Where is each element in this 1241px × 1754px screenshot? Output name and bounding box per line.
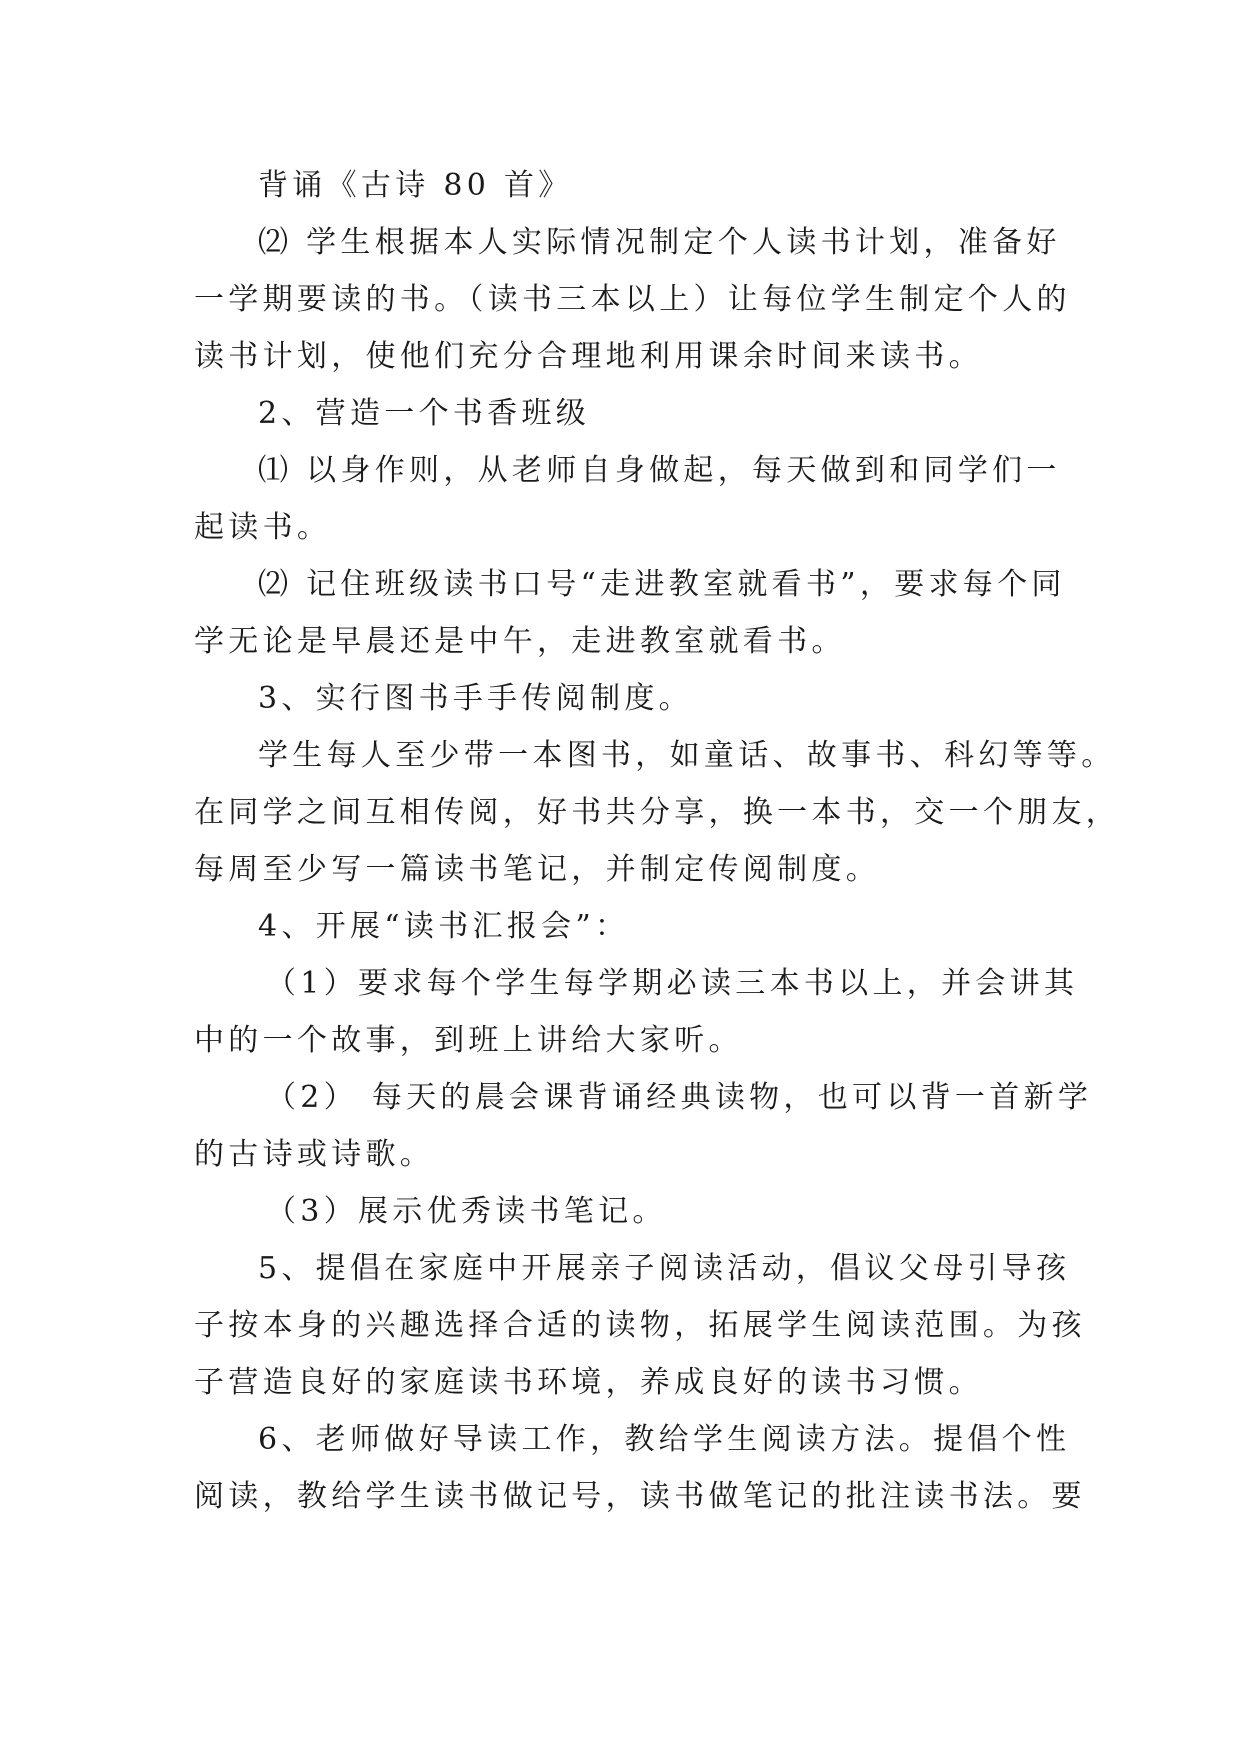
text-line: 背诵《古诗 80 首》 bbox=[258, 168, 573, 203]
text-line: 每周至少写一篇读书笔记，并制定传阅制度。 bbox=[194, 852, 880, 887]
text-line: 一学期要读的书。（读书三本以上）让每位学生制定个人的 bbox=[194, 282, 1071, 317]
text-line: ⑵ 学生根据本人实际情况制定个人读书计划，准备好 bbox=[258, 225, 1061, 260]
section-heading: 5、提倡在家庭中开展亲子阅读活动，倡议父母引导孩 bbox=[258, 1251, 1071, 1286]
text-line: （2） 每天的晨会课背诵经典读物，也可以背一首新学 bbox=[266, 1080, 1093, 1115]
text-line: 学无论是早晨还是中午，走进教室就看书。 bbox=[194, 624, 846, 659]
text-line: 子营造良好的家庭读书环境，养成良好的读书习惯。 bbox=[194, 1365, 983, 1400]
text-line: ⑴ 以身作则，从老师自身做起，每天做到和同学们一 bbox=[258, 453, 1061, 488]
text-line: 中的一个故事，到班上讲给大家听。 bbox=[194, 1023, 743, 1058]
text-line: 起读书。 bbox=[194, 510, 332, 545]
section-heading: 2、营造一个书香班级 bbox=[258, 396, 591, 431]
text-line: 子按本身的兴趣选择合适的读物，拓展学生阅读范围。为孩 bbox=[194, 1308, 1086, 1343]
text-line: 阅读，教给学生读书做记号，读书做笔记的批注读书法。要 bbox=[194, 1479, 1086, 1514]
text-line: （1）要求每个学生每学期必读三本书以上，并会讲其 bbox=[266, 966, 1079, 1001]
text-line: ⑵ 记住班级读书口号“走进教室就看书”，要求每个同 bbox=[258, 567, 1066, 602]
text-line: 的古诗或诗歌。 bbox=[194, 1137, 435, 1172]
text-line: 在同学之间互相传阅，好书共分享，换一本书，交一个朋友， bbox=[194, 795, 1121, 830]
section-heading: 3、实行图书手手传阅制度。 bbox=[258, 681, 693, 716]
text-line: 读书计划，使他们充分合理地利用课余时间来读书。 bbox=[194, 339, 983, 374]
text-line: （3）展示优秀读书笔记。 bbox=[266, 1194, 667, 1229]
section-heading: 6、老师做好导读工作，教给学生阅读方法。提倡个性 bbox=[258, 1422, 1071, 1457]
text-line: 学生每人至少带一本图书，如童话、故事书、科幻等等。 bbox=[258, 738, 1116, 773]
section-heading: 4、开展“读书汇报会”： bbox=[258, 909, 630, 944]
